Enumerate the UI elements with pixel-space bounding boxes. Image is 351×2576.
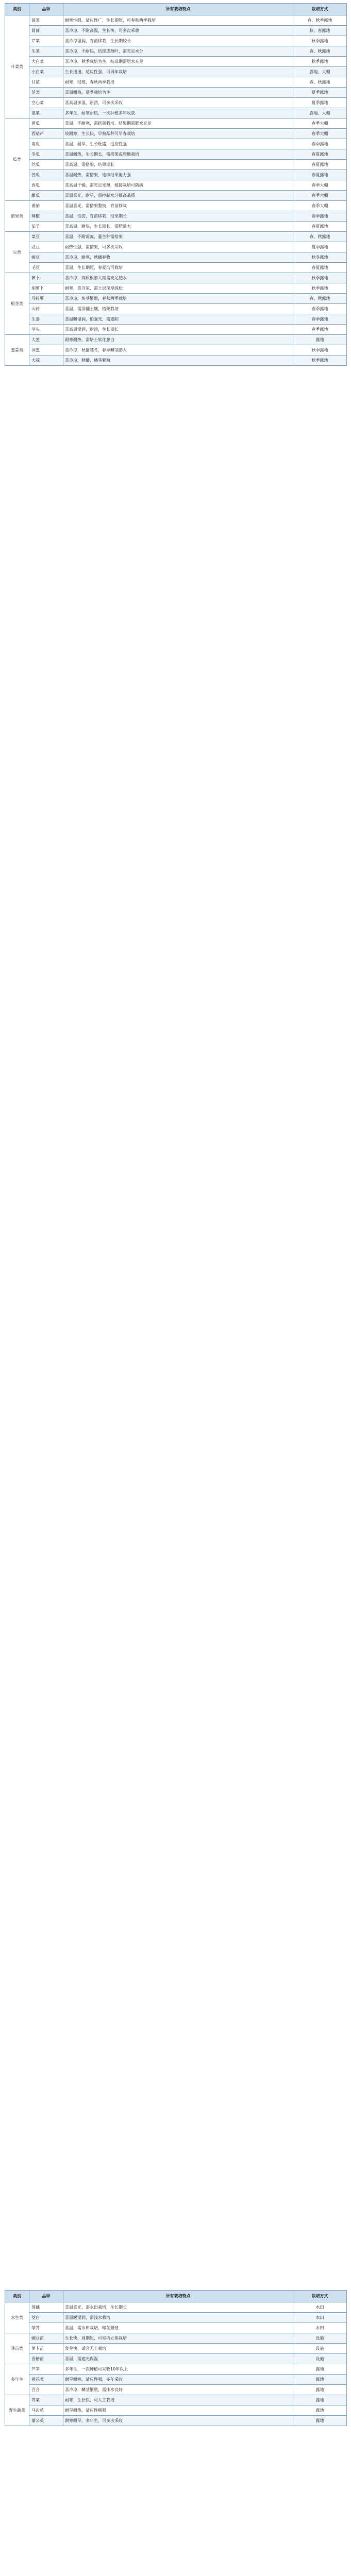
table-row [5,67,347,77]
category-cell: 叶菜类 [5,15,29,118]
crop-table-part-1 [5,3,346,366]
variety-cell: 茼蒿 [29,26,63,36]
mode-cell: 春、秋露地 [293,77,347,88]
table-row [5,77,347,88]
table-row [5,15,347,26]
table-row [5,2405,347,2416]
variety-cell: 茄子 [29,222,63,232]
mode-cell: 秋季露地 [293,273,347,283]
traits-cell: 多年生，耐寒耐热，一次种植多年收获 [63,108,293,118]
traits-cell: 喜高温，需搭架，结果期长 [63,160,293,170]
category-cell: 野生蔬菜 [5,2395,29,2426]
variety-cell: 芦笋 [29,2364,63,2375]
crop-table-body [5,15,347,366]
table-row [5,2313,347,2323]
variety-cell: 大蒜 [29,355,63,366]
traits-cell: 耐寒，结球，春秋两季栽培 [63,77,293,88]
mode-cell: 秋季露地 [293,283,347,294]
variety-cell: 辣椒 [29,211,63,222]
table-row [5,325,347,335]
table-row [5,2323,347,2333]
mode-cell: 露地 [293,335,347,345]
table-row [5,118,347,129]
table-row [5,2395,347,2405]
table-row [5,304,347,314]
crop-table-body [5,2302,347,2426]
traits-cell: 生长迅速，适应性强，可周年栽培 [63,67,293,77]
traits-cell: 喜冷凉，秋播越冬，春季鳞茎膨大 [63,345,293,355]
mode-cell: 春季露地 [293,304,347,314]
mode-cell: 秋冬露地 [293,252,347,263]
table-row [5,2354,347,2364]
traits-cell: 发芽快，适合无土栽培 [63,2344,293,2354]
variety-cell: 苋菜 [29,88,63,98]
category-cell: 根茎类 [5,273,29,335]
traits-cell: 喜温喜光，需水田栽培，生长期长 [63,2302,293,2313]
traits-cell: 喜温，耐旱，生长旺盛，适应性强 [63,139,293,149]
variety-cell: 莲藕 [29,2302,63,2313]
mode-cell: 水田 [293,2302,347,2313]
variety-cell: 大葱 [29,335,63,345]
table-row [5,129,347,139]
variety-cell: 菠菜 [29,15,63,26]
traits-cell: 喜温，需水田栽培，球茎繁殖 [63,2323,293,2333]
traits-cell: 耐寒性强，适应性广，生长期短，可春秋两季栽培 [63,15,293,26]
column-header-category: 类别 [5,4,29,15]
category-cell: 芽苗类 [5,2333,29,2364]
mode-cell: 春季大棚 [293,191,347,201]
traits-cell: 耐旱耐热，适应性极强 [63,2405,293,2416]
table-row [5,88,347,98]
variety-cell: 豇豆 [29,242,63,252]
table-row [5,2364,347,2375]
traits-cell: 较耐寒，生长快，早熟品种可早春栽培 [63,129,293,139]
mode-cell: 春夏露地 [293,263,347,273]
traits-cell: 耐寒耐旱，多年生，可多次采收 [63,2416,293,2426]
variety-cell: 香椿苗 [29,2354,63,2364]
crop-table-part-2 [5,2290,346,2426]
table-row [5,232,347,242]
table-row [5,160,347,170]
table-row [5,314,347,325]
table-row [5,335,347,345]
traits-cell: 喜冷凉湿润，育苗移栽，生长期较长 [63,36,293,46]
column-header-variety: 品种 [29,4,63,15]
column-header-traits: 所有栽培特点 [63,2291,293,2302]
traits-cell: 生长快，周期短，可室内立体栽培 [63,2333,293,2344]
mode-cell: 露地 [293,2416,347,2426]
mode-cell: 春、秋季露地 [293,15,347,26]
crop-table [5,2290,347,2426]
mode-cell: 设施 [293,2333,347,2344]
traits-cell: 喜冷凉，肉质根膨大期需充足肥水 [63,273,293,283]
variety-cell: 马铃薯 [29,294,63,304]
traits-cell: 耐旱耐寒，适应性强，多年采收 [63,2375,293,2385]
mode-cell: 春季大棚 [293,118,347,129]
mode-cell: 春、秋露地 [293,232,347,242]
traits-cell: 喜温暖湿润，需浅水栽培 [63,2313,293,2323]
variety-cell: 苦瓜 [29,170,63,180]
table-row [5,180,347,191]
variety-cell: 荠菜 [29,2395,63,2405]
mode-cell: 露地 [293,2395,347,2405]
mode-cell: 春季露地 [293,139,347,149]
variety-cell: 番茄 [29,201,63,211]
mode-cell: 夏季露地 [293,98,347,108]
traits-cell: 耐寒耐热，需培土软化葱白 [63,335,293,345]
mode-cell: 春、秋露地 [293,46,347,57]
traits-cell: 喜高温多湿，耐涝，可多次采收 [63,98,293,108]
mode-cell: 春季大棚 [293,201,347,211]
category-cell: 茄果类 [5,201,29,232]
table-row [5,2302,347,2313]
mode-cell: 秋季露地 [293,355,347,366]
variety-cell: 豌豆苗 [29,2333,63,2344]
table-row [5,98,347,108]
table-row [5,2375,347,2385]
traits-cell: 喜温，生长期短，春夏均可栽培 [63,263,293,273]
table-row [5,263,347,273]
traits-cell: 喜冷凉，秋播，鳞茎繁殖 [63,355,293,366]
variety-cell: 生菜 [29,46,63,57]
table-row [5,46,347,57]
mode-cell: 秋、春露地 [293,26,347,36]
table-row [5,252,347,263]
traits-cell: 喜温，不耐霜冻，蔓生种需搭架 [63,232,293,242]
traits-cell: 喜冷凉，不耐热，结球或散叶，需充足水分 [63,46,293,57]
mode-cell: 春夏露地 [293,160,347,170]
variety-cell: 黄瓜 [29,118,63,129]
column-header-traits: 所有栽培特点 [63,4,293,15]
table-row [5,2385,347,2395]
column-header-category: 类别 [5,2291,29,2302]
table-row [5,201,347,211]
mode-cell: 水田 [293,2313,347,2323]
traits-cell: 多年生，一次种植可采收10年以上 [63,2364,293,2375]
mode-cell: 露地 [293,2385,347,2395]
table-row [5,283,347,294]
mode-cell: 春季露地 [293,314,347,325]
table-row [5,242,347,252]
variety-cell: 豌豆 [29,252,63,263]
mode-cell: 秋季露地 [293,36,347,46]
mode-cell: 春夏露地 [293,149,347,160]
table-row [5,294,347,304]
variety-cell: 甘蓝 [29,77,63,88]
table-row [5,2416,347,2426]
traits-cell: 喜高温干燥，需充足光照，嫁接栽培可防病 [63,180,293,191]
mode-cell: 露地、大棚 [293,67,347,77]
table-row [5,2344,347,2354]
variety-cell: 萝卜 [29,273,63,283]
variety-cell: 蒲公英 [29,2416,63,2426]
variety-cell: 百合 [29,2385,63,2395]
traits-cell: 喜温，怕涝，育苗移栽，结果期长 [63,211,293,222]
category-cell: 多年生 [5,2364,29,2395]
traits-cell: 喜温耐热，需搭架，连续结果能力强 [63,170,293,180]
mode-cell: 春夏露地 [293,170,347,180]
mode-cell: 水田 [293,2323,347,2333]
category-cell: 瓜类 [5,118,29,201]
mode-cell: 春夏露地 [293,222,347,232]
table-row [5,222,347,232]
mode-cell: 春季露地 [293,325,347,335]
table-row [5,191,347,201]
traits-cell: 喜冷凉，不耐高温，生长快，可多次采收 [63,26,293,36]
mode-cell: 露地 [293,2405,347,2416]
category-cell: 水生类 [5,2302,29,2333]
traits-cell: 喜冷凉，秋季栽培为主，结球期需肥水充足 [63,57,293,67]
variety-cell: 小白菜 [29,67,63,77]
variety-cell: 黄花菜 [29,2375,63,2385]
traits-cell: 喜冷凉，鳞茎繁殖，需排水良好 [63,2385,293,2395]
table-row [5,355,347,366]
variety-cell: 南瓜 [29,139,63,149]
crop-table [5,3,347,366]
traits-cell: 喜温，需遮光保湿 [63,2354,293,2364]
traits-cell: 耐热性强，需搭架，可多次采收 [63,242,293,252]
table-row [5,36,347,46]
traits-cell: 喜温，不耐寒，需搭架栽培，结果期需肥水充足 [63,118,293,129]
variety-cell: 空心菜 [29,98,63,108]
table-row [5,2333,347,2344]
table-row [5,139,347,149]
table-row [5,211,347,222]
category-cell: 葱蒜类 [5,335,29,366]
category-cell: 豆类 [5,232,29,273]
variety-cell: 洋葱 [29,345,63,355]
table-row [5,57,347,67]
traits-cell: 耐寒，喜冷凉，需土层深厚疏松 [63,283,293,294]
column-header-mode: 栽培方式 [293,4,347,15]
variety-cell: 西瓜 [29,180,63,191]
variety-cell: 荸荠 [29,2323,63,2333]
traits-cell: 喜温，需深翻土壤，搭架栽培 [63,304,293,314]
column-header-variety: 品种 [29,2291,63,2302]
mode-cell: 春季露地 [293,211,347,222]
traits-cell: 耐寒，生长快，可人工栽培 [63,2395,293,2405]
variety-cell: 山药 [29,304,63,314]
table-row [5,170,347,180]
mode-cell: 露地、大棚 [293,108,347,118]
variety-cell: 丝瓜 [29,160,63,170]
traits-cell: 喜冷凉，耐寒，秋播春收 [63,252,293,263]
mode-cell: 春、秋露地 [293,294,347,304]
table-header-row [5,2291,347,2302]
traits-cell: 喜温喜光，耐旱，需控制水分提高品质 [63,191,293,201]
traits-cell: 喜冷凉，块茎繁殖，春秋两季栽培 [63,294,293,304]
variety-cell: 胡萝卜 [29,283,63,294]
column-header-mode: 栽培方式 [293,2291,347,2302]
variety-cell: 西葫芦 [29,129,63,139]
variety-cell: 韭菜 [29,108,63,118]
traits-cell: 喜高温，耐热，生长期长，需肥量大 [63,222,293,232]
mode-cell: 夏季露地 [293,242,347,252]
traits-cell: 喜温耐热，生长期长，需搭架或爬地栽培 [63,149,293,160]
traits-cell: 喜温暖湿润，怕强光，需遮阴 [63,314,293,325]
variety-cell: 菜豆 [29,232,63,242]
mode-cell: 秋季露地 [293,57,347,67]
mode-cell: 夏季露地 [293,88,347,98]
table-row [5,273,347,283]
variety-cell: 冬瓜 [29,149,63,160]
variety-cell: 生姜 [29,314,63,325]
table-row [5,149,347,160]
variety-cell: 萝卜苗 [29,2344,63,2354]
variety-cell: 大白菜 [29,57,63,67]
traits-cell: 喜温耐热，夏季栽培为主 [63,88,293,98]
mode-cell: 设施 [293,2354,347,2364]
variety-cell: 马齿苋 [29,2405,63,2416]
mode-cell: 秋季露地 [293,345,347,355]
variety-cell: 芹菜 [29,36,63,46]
mode-cell: 露地 [293,2364,347,2375]
traits-cell: 喜温喜光，需搭架整枝，育苗移栽 [63,201,293,211]
table-row [5,108,347,118]
variety-cell: 芋头 [29,325,63,335]
mode-cell: 露地 [293,2375,347,2385]
table-header-row [5,4,347,15]
variety-cell: 毛豆 [29,263,63,273]
mode-cell: 春季大棚 [293,129,347,139]
table-row [5,26,347,36]
table-row [5,345,347,355]
variety-cell: 甜瓜 [29,191,63,201]
traits-cell: 喜高温湿润，耐涝，生长期长 [63,325,293,335]
variety-cell: 茭白 [29,2313,63,2323]
mode-cell: 设施 [293,2344,347,2354]
mode-cell: 春季大棚 [293,180,347,191]
